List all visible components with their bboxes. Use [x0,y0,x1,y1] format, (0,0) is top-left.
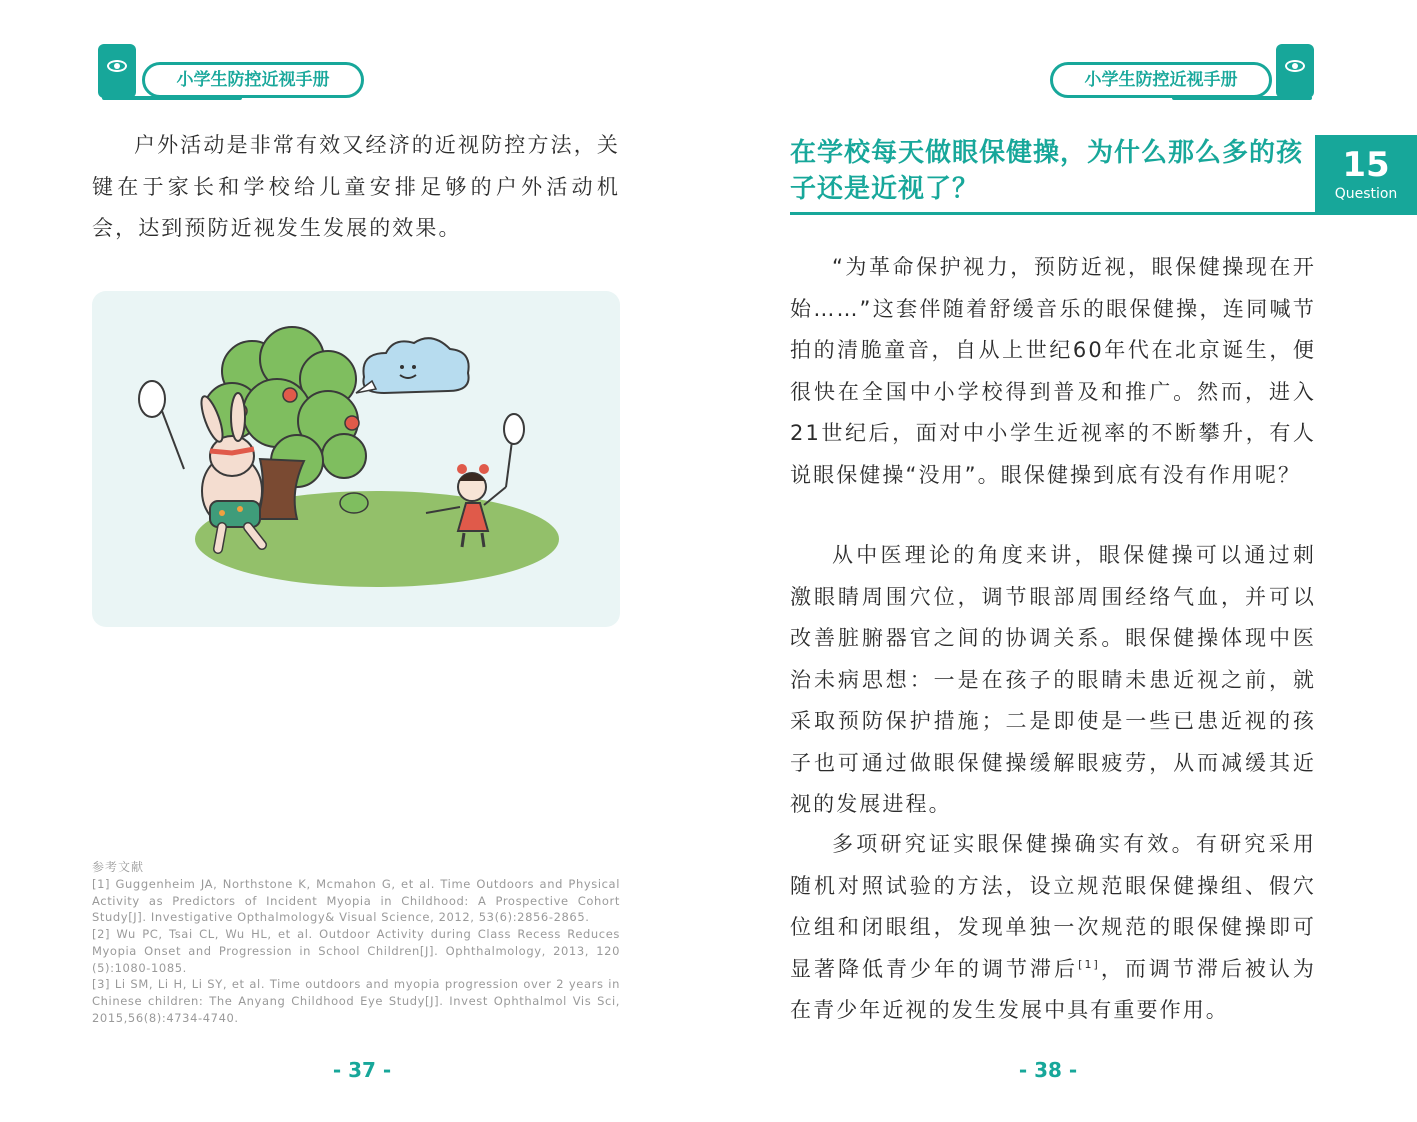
left-page [0,0,708,1122]
body-paragraph: 从中医理论的角度来讲，眼保健操可以通过刺激眼睛周围穴位，调节眼部周围经络气血，并可以改善脏腑器官之间的协调关系。眼保健操体现中医治未病思想：一是在孩子的眼睛未患近视之前，就采取预防保护措施；二是即使是一些已患近视的孩子也可通过做眼保健操缓解眼疲劳，从而减缓其近视的发展进程。 [790,543,1316,816]
right-page [708,0,1417,1122]
book-eye-icon [98,44,136,98]
outdoor-badminton-illustration [92,291,620,627]
book-eye-icon [1276,44,1314,98]
question-number-badge [1315,135,1417,215]
reference-item: [1] Guggenheim JA, Northstone K, Mcmahon G, et al. Time Outdoors and Physical Activity as Predictors of Incident Myopia in Childhood: A Prospective Cohort Study[J]. Investigative Opthalmology& Visual Science, 2012, 53(6):2856-2865. [92,877,620,925]
question-label: Question [1334,186,1398,202]
body-paragraph [790,824,1316,1032]
reference-item: [2] Wu PC, Tsai CL, Wu HL, et al. Outdoor Activity during Class Recess Reduces Myopia Onset and Progression in School Children[J]. Ophthalmology, 2013, 120 (5):1080-1085. [92,927,620,975]
body-paragraph: “为革命保护视力，预防近视，眼保健操现在开始……”这套伴随着舒缓音乐的眼保健操，连同喊节拍的清脆童音，自从上世纪60年代在北京诞生，便很快在全国中小学校得到普及和推广。然而，进入21世纪后，面对中小学生近视率的不断攀升，有人说眼保健操“没用”。眼保健操到底有没有作用呢？ [790,255,1316,487]
question-number: 15 [1342,145,1390,185]
references-title: 参考文献 [92,860,145,874]
illustration-graphic [92,291,620,627]
question-underline [790,212,1316,215]
references [92,859,620,1026]
page-number: - 38 - [1018,1058,1078,1082]
reference-item: [3] Li SM, Li H, Li SY, et al. Time outdoors and myopia progression over 2 years in Chinese children: The Anyang Childhood Eye Study[J]. Invest Ophthalmol Vis Sci, 2015,56(8):4734-4740. [92,977,620,1025]
question-title: 在学校每天做眼保健操，为什么那么多的孩子还是近视了？ [790,138,1304,204]
intro-paragraph: 户外活动是非常有效又经济的近视防控方法，关键在于家长和学校给儿童安排足够的户外活动机会，达到预防近视发生发展的效果。 [92,133,620,240]
page-header [1050,44,1316,100]
header-underline [102,96,242,100]
page-number: - 37 - [332,1058,392,1082]
paragraph-text: ，而调节滞后被认为在青少年近视的发生发展中具有重要作用。 [790,956,1316,1022]
paragraph-text: 多项研究证实眼保健操确实有效。有研究采用随机对照试验的方法，设立规范眼保健操组、假穴位组和闭眼组，发现单独一次规范的眼保健操即可显著降低青少年的调节滞后 [790,832,1316,981]
page-header [98,44,364,100]
header-title: 小学生防控近视手册 [142,62,364,98]
header-title: 小学生防控近视手册 [1050,62,1272,98]
citation-marker: [1] [1078,957,1100,971]
